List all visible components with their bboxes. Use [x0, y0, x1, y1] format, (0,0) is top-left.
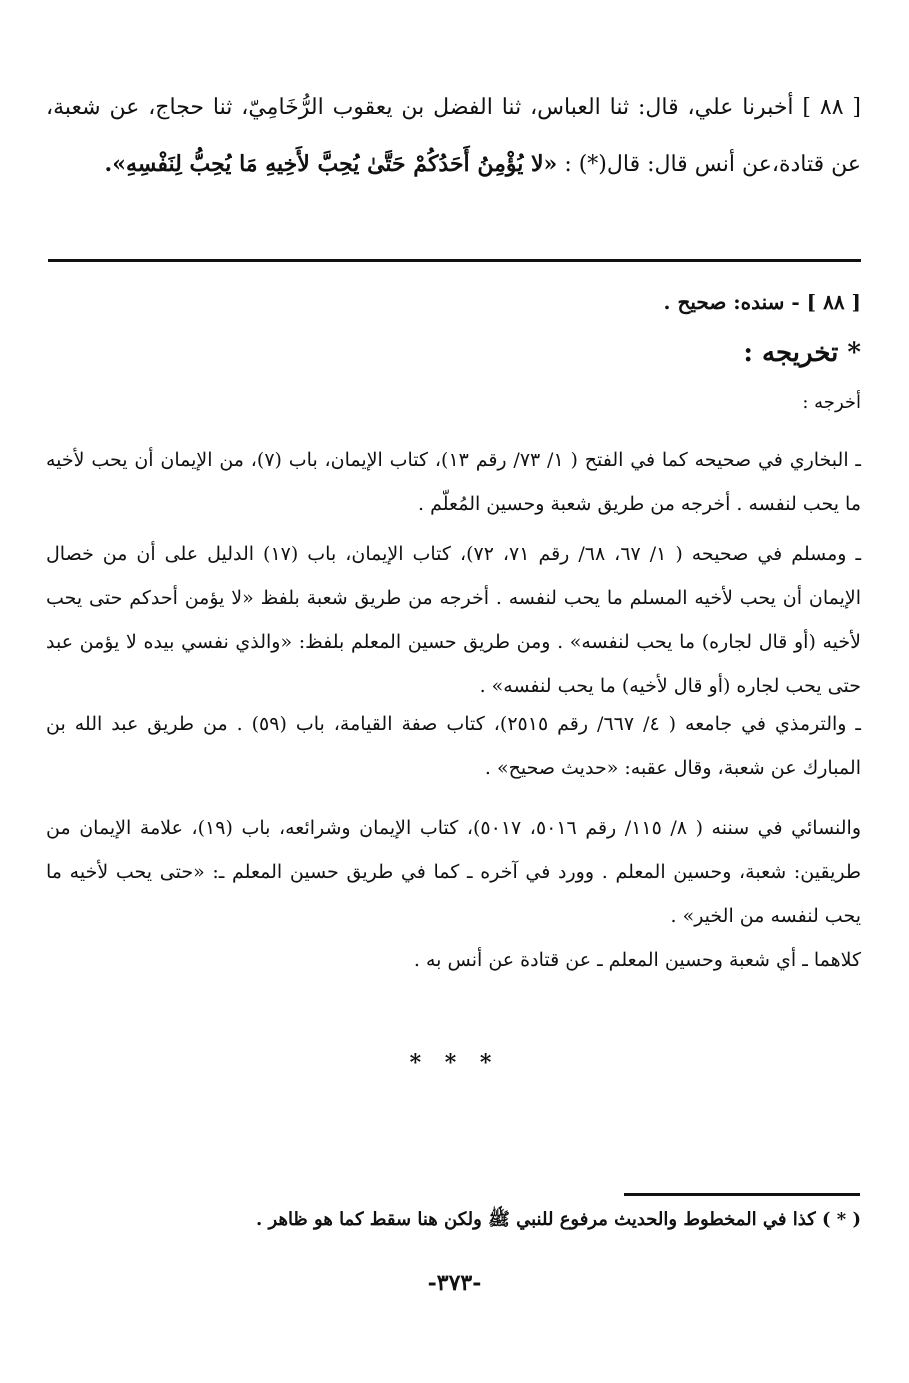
- takhrij-paragraph-muslim: ـ ومسلم في صحيحه ( ١/ ٦٧، ٦٨/ رقم ٧١، ٧٢)، كتاب الإيمان، باب (١٧) الدليل على أن من خصال الإيمان أن يحب لأخيه المسلم ما يحب لنفسه . أخرجه من طريق شعبة بلفظ «لا يؤمن أحدكم حتى يحب لأخيه (أو قال لجاره) ما يحب لنفسه» . ومن طريق حسين المعلم بلفظ: «والذي نفسي بيده لا يؤمن عبد حتى يحب لجاره (أو قال لأخيه) ما يحب لنفسه» .: [46, 543, 862, 697]
- takhrij-paragraph-tirmidhi: ـ والترمذي في جامعه ( ٤/ ٦٦٧/ رقم ٢٥١٥)، كتاب صفة القيامة، باب (٥٩) . من طريق عبد الله بن المبارك عن شعبة، وقال عقبه: «حديث صحيح» .: [46, 713, 861, 779]
- takhrij-paragraph-nasai: والنسائي في سننه ( ٨/ ١١٥/ رقم ٥٠١٦، ٥٠١٧)، كتاب الإيمان وشرائعه، باب (١٩)، علامة الإيمان من طريقين: شعبة، وحسين المعلم . وورد في آخره ـ كما في طريق حسين المعلم ـ: «حتى يحب لأخيه ما يحب لنفسه من الخير» .: [46, 817, 862, 927]
- takhrij-paragraph-bukhari: ـ البخاري في صحيحه كما في الفتح ( ١/ ٧٣/ رقم ١٣)، كتاب الإيمان، باب (٧)، من الإيمان أن يحب لأخيه ما يحب لنفسه . أخرجه من طريق شعبة وحسين المُعلّم .: [46, 449, 861, 515]
- page-number: -٣٧٣-: [427, 1270, 482, 1296]
- section-divider: [48, 259, 861, 262]
- akhrajahu-label: أخرجه :: [802, 392, 861, 413]
- footnote-divider: [624, 1193, 860, 1196]
- section-separator: * * *: [409, 1050, 500, 1076]
- hadith-text: [46, 80, 861, 193]
- takhrij-paragraph-summary: كلاهما ـ أي شعبة وحسين المعلم ـ عن قتادة عن أنس به .: [413, 949, 861, 971]
- footnote: ( * ) كذا في المخطوط والحديث مرفوع للنبي ﷺ ولكن هنا سقط كما هو ظاهر .: [255, 1209, 861, 1230]
- takhrij-heading: * تخريجه :: [743, 338, 861, 368]
- hadith-quote: «لا يُؤْمِنُ أَحَدُكُمْ حَتَّىٰ يُحِبَّ لأَخِيهِ مَا يُحِبُّ لِنَفْسِهِ».: [104, 151, 558, 177]
- hadith-isnad: [ ٨٨ ] أخبرنا علي، قال: ثنا العباس، ثنا الفضل بن يعقوب الرُّخَامِيّ، ثنا حجاج، عن شعبة، عن قتادة،عن أنس قال: قال(*) :: [46, 95, 861, 177]
- sanad-ruling: [ ٨٨ ] - سنده: صحيح .: [663, 290, 861, 314]
